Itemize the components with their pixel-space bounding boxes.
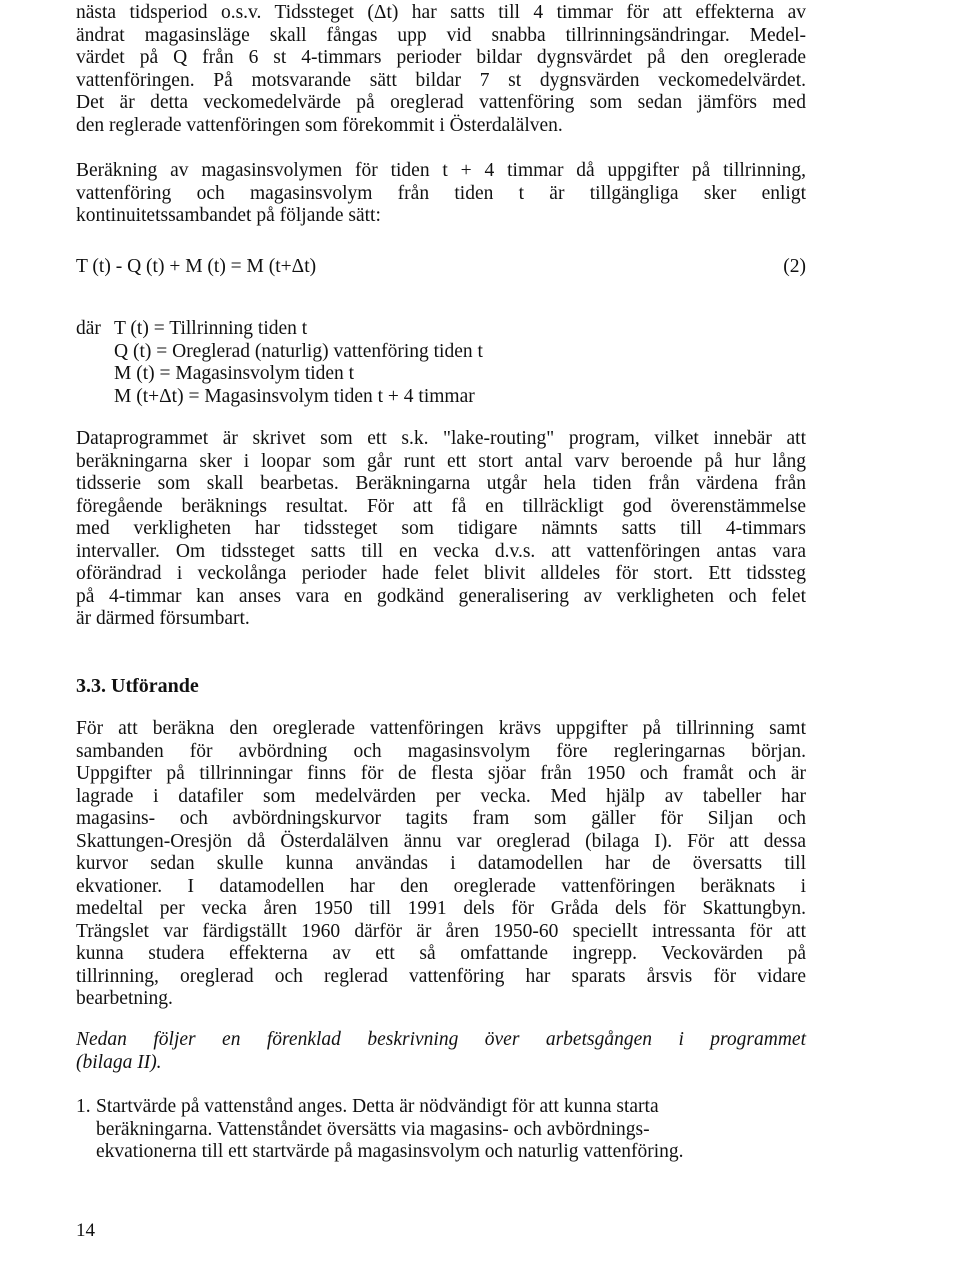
text-line: ekvationerna till ett startvärde på magasinsvolym och naturlig vattenföring. [96,1141,684,1162]
section-heading: 3.3. Utförande [76,675,199,697]
text-line: på 4-timmar kan anses vara en godkänd generalisering av verkligheten och felet [76,585,806,607]
text-line: sambanden för avbördning och magasinsvolym före regleringarnas början. [76,740,806,762]
definition-item [76,386,483,409]
text-line: Det är detta veckomedelvärde på oreglerad vattenföring som sedan jämförs med [76,92,806,113]
variable-definitions [76,318,483,408]
text-line: kontinuitetssambandet på följande sätt: [76,205,381,226]
text-line: För att beräkna den oreglerade vattenföringen krävs uppgifter på tillrinning samt [76,718,806,739]
section-paragraph [76,718,806,1011]
text-line: oförändrad i veckolånga perioder hade felet blivit alldeles för stort. Ett tidssteg [76,563,806,584]
text-line: vattenföringen. På motsvarande sätt bildar 7 st dygnsvärden veckomedelvärdet. [76,69,806,91]
text-line: intervaller. Om tidssteget satts till en vecka d.v.s. att vattenföringen antas vara [76,540,806,562]
text-line: ändrat magasinsläge skall fångas upp vid snabba tillrinningsändringar. Medel- [76,24,806,46]
calculation-intro-paragraph [76,160,806,228]
step-number: 1. [76,1096,91,1117]
text-line: ekvationer. I datamodellen har den oreglerade vattenföringen beräknats i [76,875,806,897]
text-line: beräkningarna. Vattenståndet översätts via magasins- och avbördnings- [96,1118,650,1140]
page-number: 14 [76,1220,95,1241]
text-line: Dataprogrammet är skrivet som ett s.k. "lake-routing" program, vilket innebär att [76,428,806,449]
text-line: vattenföring och magasinsvolym från tiden t är tillgängliga sker enligt [76,182,806,204]
definition-lead [76,386,114,409]
list-item [76,1096,806,1164]
program-paragraph [76,428,806,631]
definition-lead [76,363,114,386]
text-line: nästa tidsperiod o.s.v. Tidssteget (Δt) har satts till 4 timmar för att effekterna av [76,2,806,23]
text-line: Trängslet var färdigställt 1960 därför är åren 1950-60 speciellt intressanta för att [76,920,806,942]
text-line: Uppgifter på tillrinningar finns för de flesta sjöar från 1950 och framåt och är [76,763,806,784]
definition-lead: där [76,318,101,339]
text-line: magasins- och avbördningskurvor tagits fram som gäller för Siljan och [76,808,806,829]
definition-item [76,363,483,386]
step-text [96,1096,806,1164]
definition-text: T (t) = Tillrinning tiden t [114,318,308,339]
intro-paragraph [76,2,806,137]
equation-text: T (t) - Q (t) + M (t) = M (t+Δt) [76,256,317,277]
text-line: bearbetning. [76,988,173,1009]
italic-note [76,1029,806,1074]
definition-item [76,318,483,341]
equation-number: (2) [783,256,806,277]
text-line: värdet på Q från 6 st 4-timmars perioder bildar dygnsvärdet på den oreglerade [76,47,806,68]
text-line: lagrade i datafiler som medelvärden per vecka. Med hjälp av tabeller har [76,785,806,807]
text-line: Skattungen-Oresjön då Österdalälven ännu var oreglerad (bilaga I). För att dessa [76,830,806,852]
text-line: beräkningarna sker i loopar som går runt ett stort antal varv beroende på hur lång [76,450,806,472]
text-line: kurvor sedan skulle kunna användas i datamodellen har de översatts till [76,853,806,874]
text-line: den reglerade vattenföringen som förekommit i Österdalälven. [76,114,563,136]
definition-text: M (t+Δt) = Magasinsvolym tiden t + 4 timmar [114,385,475,407]
continuity-equation [76,256,806,280]
text-line: tidsserie som skall bearbetas. Beräkningarna utgår hela tiden från värdena från [76,473,806,494]
text-line: tillrinning, oreglerad och reglerad vattenföring har sparats årsvis för vidare [76,965,806,987]
numbered-steps [76,1096,806,1164]
text-line: (bilaga II). [76,1051,162,1073]
definition-text: M (t) = Magasinsvolym tiden t [114,363,355,384]
definition-lead [76,341,114,364]
text-line: Startvärde på vattenstånd anges. Detta är nödvändigt för att kunna starta [96,1096,659,1117]
text-line: Beräkning av magasinsvolymen för tiden t + 4 timmar då uppgifter på tillrinning, [76,160,806,181]
definition-text: Q (t) = Oreglerad (naturlig) vattenföring tiden t [114,340,483,362]
text-line: med verkligheten har tidssteget som tidigare nämnts satts till 4-timmars [76,518,806,539]
text-line: är därmed försumbart. [76,608,250,629]
text-line: föregående beräknings resultat. För att få en tillräckligt god överenstämmelse [76,495,806,517]
text-line: kunna studera effekterna av ett så omfattande ingrepp. Veckovärden på [76,943,806,964]
text-line: medeltal per vecka åren 1950 till 1991 dels för Gråda dels för Skattungbyn. [76,898,806,919]
definition-item [76,341,483,364]
text-line: Nedan följer en förenklad beskrivning över arbetsgången i programmet [76,1029,806,1050]
